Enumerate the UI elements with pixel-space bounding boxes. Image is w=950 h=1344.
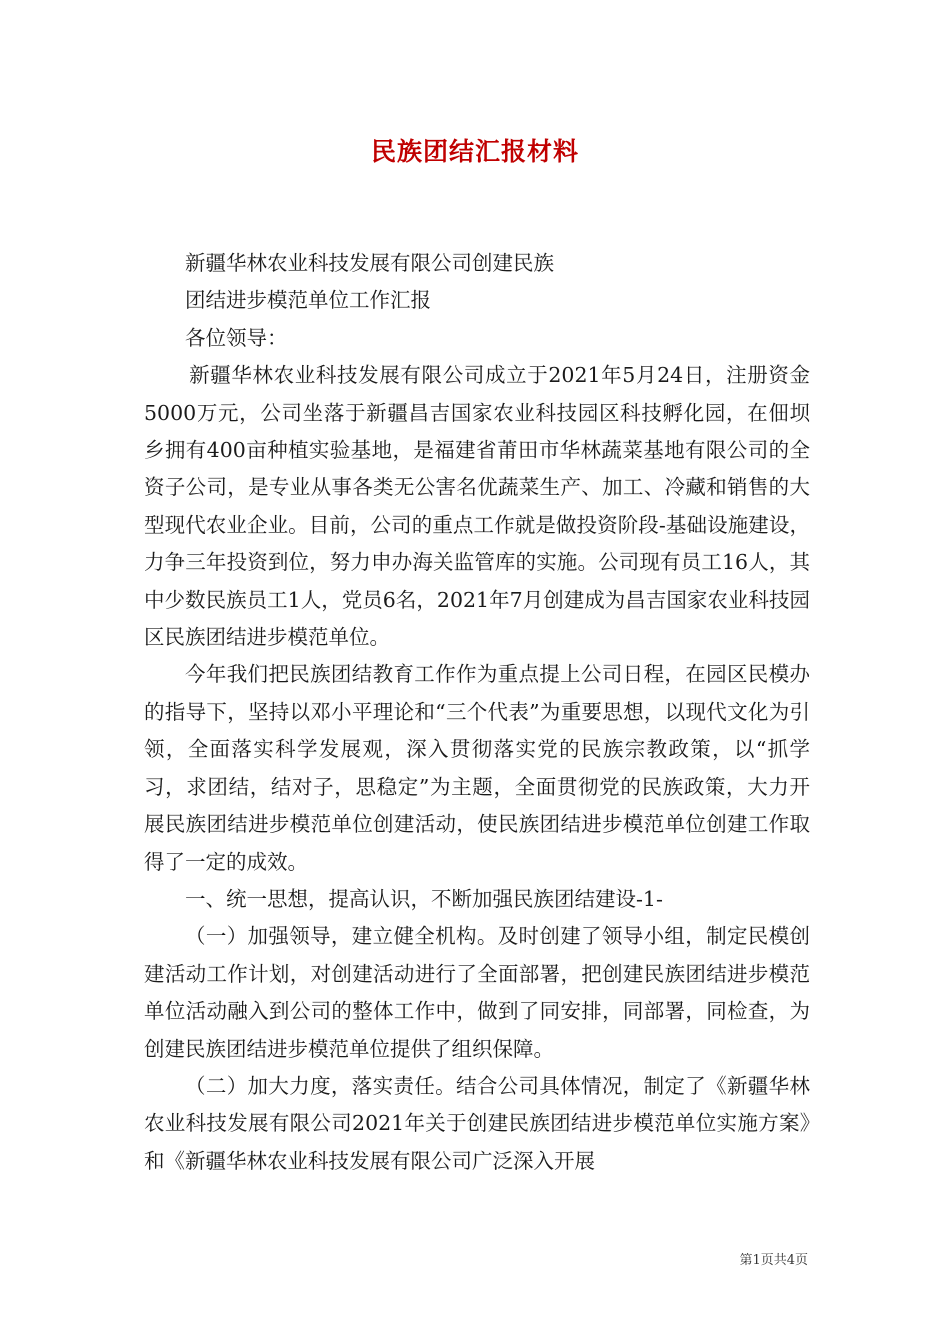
paragraph-responsibility: （二）加大力度，落实责任。结合公司具体情况，制定了《新疆华林农业科技发展有限公司2021年关于创建民族团结进步模范单位实施方案》和《新疆华林农业科技发展有限公司广泛深入开展 xyxy=(144,1073,810,1173)
paragraph-leadership: （一）加强领导，建立健全机构。及时创建了领导小组，制定民模创建活动工作计划，对创建活动进行了全面部署，把创建民族团结进步模范单位活动融入到公司的整体工作中，做到了同安排，同部署，同检查，为创建民族团结进步模范单位提供了组织保障。 xyxy=(144,924,810,1061)
paragraph-work-overview: 今年我们把民族团结教育工作作为重点提上公司日程，在园区民模办的指导下，坚持以邓小平理论和“三个代表”为重要思想，以现代文化为引领，全面落实科学发展观，深入贯彻落实党的民族宗教政策，以“抓学习，求团结，结对子，思稳定”为主题，全面贯彻党的民族政策，大力开展民族团结进步模范单位创建活动，使民族团结进步模范单位创建工作取得了一定的成效。 xyxy=(144,662,810,874)
salutation: 各位领导： xyxy=(185,325,288,350)
page-number: 第1页共4页 xyxy=(739,1253,808,1268)
heading-line-2: 团结进步模范单位工作汇报 xyxy=(185,288,431,313)
section-heading-1: 一、统一思想，提高认识，不断加强民族团结建设-1- xyxy=(185,886,663,911)
document-body xyxy=(144,245,810,1180)
document-title: 民族团结汇报材料 xyxy=(370,137,579,166)
paragraph-company-intro: 新疆华林农业科技发展有限公司成立于2021年5月24日，注册资金5000万元，公司坐落于新疆昌吉国家农业科技园区科技孵化园，在佃坝乡拥有400亩种植实验基地，是福建省莆田市华林蔬菜基地有限公司的全资子公司，是专业从事各类无公害名优蔬菜生产、加工、冷藏和销售的大型现代农业企业。目前，公司的重点工作就是做投资阶段-基础设施建设，力争三年投资到位，努力申办海关监管库的实施。公司现有员工16人，其中少数民族员工1人，党员6名，2021年7月创建成为昌吉国家农业科技园区民族团结进步模范单位。 xyxy=(144,363,810,650)
heading-line-1: 新疆华林农业科技发展有限公司创建民族 xyxy=(185,251,554,275)
